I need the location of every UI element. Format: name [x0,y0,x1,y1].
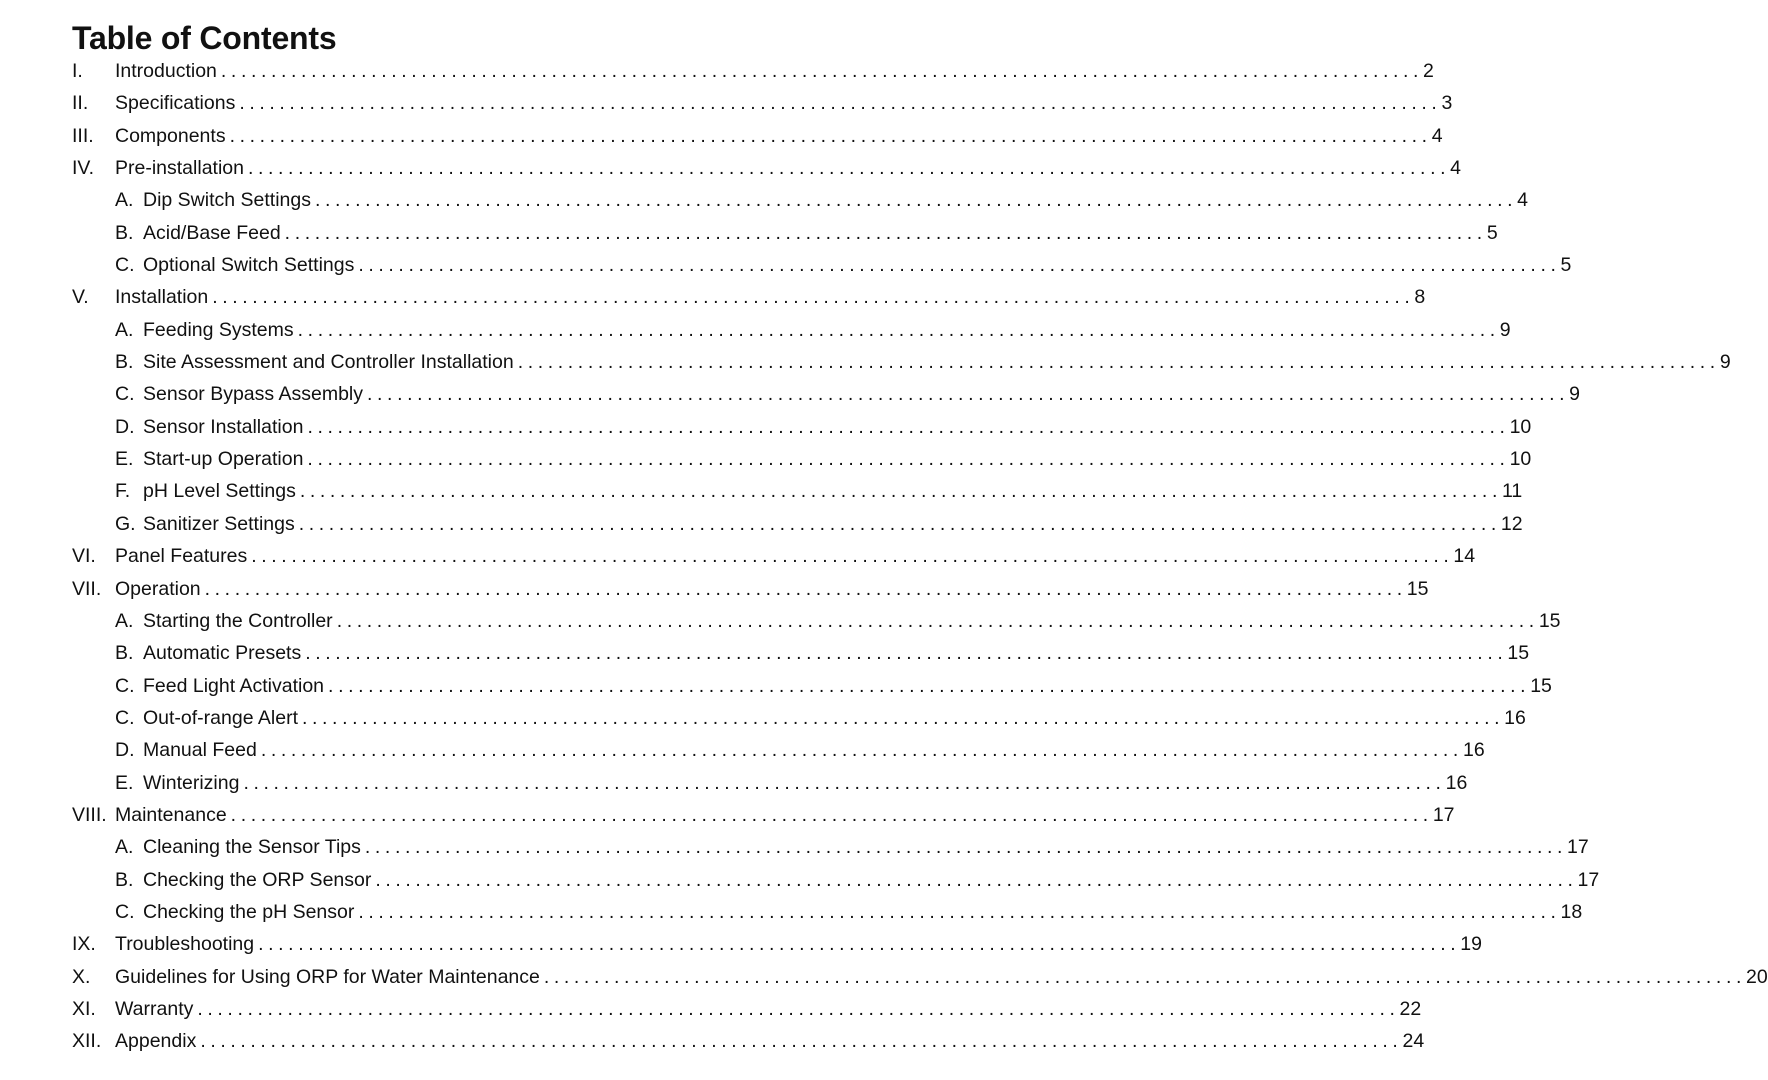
dot-leader: ........................................................................................................................ [220,60,1424,82]
toc-entry[interactable] [72,1030,1425,1062]
toc-entry[interactable] [72,60,1434,92]
toc-entry-page-number: 10 [1509,448,1532,471]
toc-entry[interactable] [72,351,1731,383]
toc-entry-page-number: 16 [1462,739,1485,762]
toc-entry-number: A. [115,609,134,632]
toc-entry[interactable] [72,92,1453,124]
toc-entry[interactable] [72,189,1528,221]
dot-leader: ........................................................................................................................ [258,933,1461,956]
toc-entry-label: pH Level Settings [143,480,296,503]
dot-leader: ........................................................................................................................ [251,545,1454,568]
toc-entry-page-number: 8 [1414,286,1426,309]
toc-entry[interactable] [72,157,1461,189]
toc-entry-page-number: 10 [1509,415,1532,438]
toc-list [72,60,1768,1063]
toc-entry-label: Maintenance [115,803,227,826]
toc-entry[interactable] [72,124,1443,157]
dot-leader: ........................................................................................................................ [307,415,1510,438]
toc-entry-page-number: 16 [1504,706,1526,729]
toc-entry-page-number: 18 [1560,900,1583,923]
toc-entry-number: E. [115,771,134,794]
toc-entry[interactable] [72,221,1498,254]
toc-entry-number: A. [115,318,134,341]
toc-entry[interactable] [72,512,1523,545]
dot-leader: ........................................................................................................................ [260,739,1463,762]
dot-leader: ........................................................................................................................ [284,221,1487,244]
dot-leader: ........................................................................................................................ [298,512,1501,535]
toc-entry-number: IX. [72,933,96,956]
toc-entry-number: A. [115,189,134,212]
dot-leader: ........................................................................................................................ [243,771,1446,794]
toc-entry-number: C. [115,674,135,697]
toc-entry-number: E. [115,448,134,471]
dot-leader: ........................................................................................................................ [358,254,1561,277]
toc-entry[interactable] [72,383,1581,415]
toc-entry[interactable] [72,900,1583,933]
toc-entry-label: Dip Switch Settings [143,189,311,212]
toc-entry-label: Site Assessment and Controller Installation [143,351,514,374]
dot-leader: ........................................................................................................................ [364,836,1568,859]
toc-entry-label: Sensor Bypass Assembly [143,383,364,406]
toc-entry-number: X. [72,965,91,988]
toc-entry-label: Panel Features [115,545,248,568]
toc-entry-label: Pre-installation [115,157,244,180]
toc-entry-page-number: 16 [1445,771,1468,794]
dot-leader: ........................................................................................................................ [247,157,1451,180]
dot-leader: ........................................................................................................................ [302,706,1505,729]
toc-entry[interactable] [72,868,1600,901]
toc-entry[interactable] [72,286,1426,318]
toc-entry[interactable] [72,997,1422,1030]
toc-entry-label: Guidelines for Using ORP for Water Maintenance [115,965,540,988]
toc-entry-label: Winterizing [143,771,240,794]
toc-entry[interactable] [72,706,1526,739]
dot-leader: ........................................................................................................................ [230,803,1433,826]
toc-entry-label: Automatic Presets [143,642,302,665]
dot-leader: ........................................................................................................................ [328,674,1531,697]
toc-entry-page-number: 17 [1567,836,1589,859]
toc-entry-page-number: 15 [1530,674,1552,697]
page-title: Table of Contents [72,20,337,56]
toc-entry-page-number: 15 [1406,577,1429,600]
toc-entry-label: Introduction [115,60,217,82]
toc-entry-number: A. [115,836,134,859]
toc-entry-page-number: 17 [1432,803,1455,826]
toc-entry[interactable] [72,480,1523,512]
toc-entry-number: G. [115,512,136,535]
toc-entry-label: Installation [115,286,209,309]
toc-entry-number: B. [115,351,134,374]
toc-entry-page-number: 15 [1507,642,1530,665]
toc-entry-page-number: 15 [1538,609,1561,632]
toc-entry-number: C. [115,383,135,406]
toc-entry-label: Troubleshooting [115,933,255,956]
toc-entry-page-number: 4 [1517,189,1528,212]
toc-entry-number: VI. [72,545,96,568]
dot-leader: ........................................................................................................................ [315,189,1518,212]
toc-entry[interactable] [72,803,1455,836]
toc-entry-label: Components [115,124,226,147]
toc-entry[interactable] [72,609,1561,642]
toc-entry-page-number: 3 [1441,92,1453,115]
dot-leader: ........................................................................................................................ [229,124,1432,147]
toc-entry[interactable] [72,836,1589,868]
toc-entry[interactable] [72,933,1482,965]
toc-entry-page-number: 17 [1577,868,1600,891]
toc-entry-page-number: 11 [1501,480,1523,503]
toc-entry-label: Optional Switch Settings [143,254,355,277]
toc-entry-number: XII. [72,1030,102,1053]
toc-entry[interactable] [72,642,1530,674]
toc-entry-number: VIII. [72,803,107,826]
toc-entry-page-number: 5 [1560,254,1572,277]
toc-entry-label: Feed Light Activation [143,674,325,697]
dot-leader: ........................................................................................................................ [239,92,1442,115]
toc-entry-label: Checking the pH Sensor [143,900,355,923]
toc-entry-number: C. [115,254,135,277]
toc-entry-label: Manual Feed [143,739,257,762]
toc-entry[interactable] [72,965,1768,998]
toc-entry[interactable] [72,318,1511,351]
dot-leader: ........................................................................................................................ [212,286,1415,309]
dot-leader: ........................................................................................................................ [297,318,1500,341]
toc-entry[interactable] [72,771,1468,804]
dot-leader: ........................................................................................................................ [375,868,1578,891]
toc-entry-number: IV. [72,157,95,180]
toc-entry-label: Cleaning the Sensor Tips [143,836,361,859]
toc-entry-page-number: 12 [1500,512,1523,535]
toc-entry-page-number: 4 [1450,157,1461,180]
toc-entry[interactable] [72,254,1572,286]
toc-entry-number: C. [115,900,135,923]
toc-entry-page-number: 22 [1399,997,1422,1020]
toc-entry-label: Checking the ORP Sensor [143,868,372,891]
toc-entry-number: XI. [72,997,96,1020]
toc-entry-page-number: 9 [1569,383,1581,406]
toc-entry[interactable] [72,577,1429,610]
dot-leader: ........................................................................................................................ [299,480,1502,503]
toc-entry[interactable] [72,415,1532,448]
toc-entry-page-number: 19 [1460,933,1482,956]
toc-entry-number: C. [115,706,135,729]
toc-entry-label: Warranty [115,997,194,1020]
dot-leader: ........................................................................................................................ [204,577,1407,600]
dot-leader: ........................................................................................................................ [336,609,1539,632]
dot-leader: ........................................................................................................................ [358,900,1561,923]
toc-entry-label: Feeding Systems [143,318,294,341]
toc-page [72,0,1768,1063]
toc-entry-page-number: 20 [1746,965,1768,988]
toc-entry-page-number: 9 [1719,351,1731,374]
toc-entry[interactable] [72,739,1485,771]
toc-entry-label: Operation [115,577,201,600]
dot-leader: ........................................................................................................................ [543,965,1746,988]
toc-entry-page-number: 14 [1453,545,1476,568]
toc-entry-number: VII. [72,577,102,600]
toc-entry-number: D. [115,739,135,762]
toc-entry-number: B. [115,221,134,244]
toc-entry-label: Out-of-range Alert [143,706,298,729]
toc-entry-page-number: 5 [1486,221,1498,244]
toc-entry[interactable] [72,545,1476,577]
dot-leader: ........................................................................................................................ [197,997,1400,1020]
toc-entry-number: B. [115,642,134,665]
toc-entry-page-number: 2 [1423,60,1434,82]
toc-entry-label: Specifications [115,92,236,115]
toc-entry-page-number: 4 [1431,124,1443,147]
toc-entry-number: D. [115,415,135,438]
dot-leader: ........................................................................................................................ [367,383,1570,406]
toc-entry-number: F. [115,480,131,503]
toc-entry-label: Start-up Operation [143,448,304,471]
dot-leader: ........................................................................................................................ [200,1030,1403,1053]
dot-leader: ........................................................................................................................ [307,448,1510,471]
toc-entry-label: Sensor Installation [143,415,304,438]
toc-entry-label: Sanitizer Settings [143,512,295,535]
toc-entry-number: V. [72,286,89,309]
dot-leader: ........................................................................................................................ [305,642,1508,665]
toc-entry-number: II. [72,92,89,115]
toc-entry-label: Starting the Controller [143,609,333,632]
toc-entry-label: Acid/Base Feed [143,221,281,244]
toc-entry-label: Appendix [115,1030,197,1053]
toc-entry-number: B. [115,868,134,891]
toc-entry[interactable] [72,674,1552,707]
toc-entry-page-number: 24 [1402,1030,1425,1053]
toc-entry-number: I. [72,60,83,82]
toc-entry[interactable] [72,448,1532,480]
dot-leader: ........................................................................................................................ [517,351,1720,374]
toc-entry-page-number: 9 [1499,318,1511,341]
toc-entry-number: III. [72,124,94,147]
